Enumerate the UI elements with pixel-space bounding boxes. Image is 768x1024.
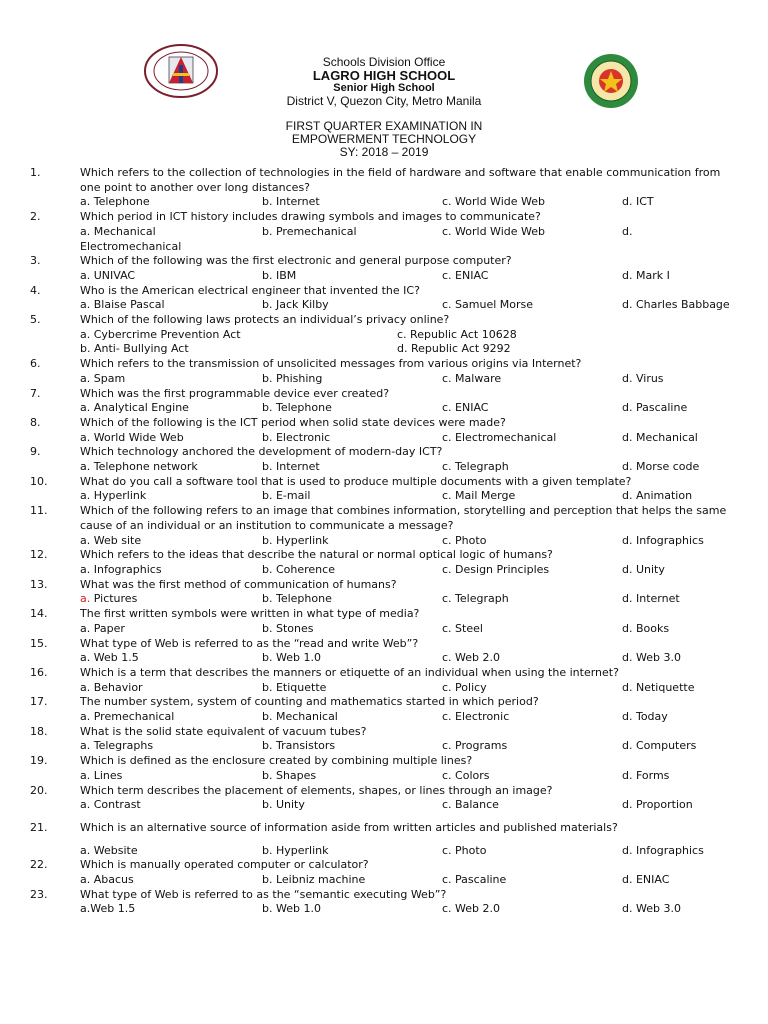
answer-option: c. Republic Act 10628 <box>397 327 517 341</box>
answer-option: b. Hyperlink <box>262 533 329 547</box>
answer-option: d. Pascaline <box>622 401 688 415</box>
answer-option: d. Web 3.0 <box>622 651 681 665</box>
question-text: Which is defined as the enclosure created by combining multiple lines? <box>80 754 473 768</box>
question-number: 1. <box>30 166 41 179</box>
answer-option: c. Malware <box>442 371 502 385</box>
question-item <box>30 754 742 783</box>
answer-option: b. Leibniz machine <box>262 873 366 887</box>
question-number: 2. <box>30 210 41 224</box>
question-text: Which of the following refers to an image that combines information, storytelling and perception that helps the same cause of an individual or an institution to communicate a message? <box>80 504 727 532</box>
answer-option: a. Web 1.5 <box>80 651 139 665</box>
answer-option: b. Telephone <box>262 592 332 606</box>
question-item <box>30 725 742 754</box>
answer-option: a. Web site <box>80 533 142 547</box>
answer-option: b. Etiquette <box>262 680 327 694</box>
answer-options <box>30 651 742 666</box>
question-item <box>30 666 742 695</box>
answer-option: a. Blaise Pascal <box>80 298 165 312</box>
question-number: 23. <box>30 887 48 901</box>
answer-option: d. Infographics <box>622 533 704 547</box>
answer-option: a. Infographics <box>80 562 162 576</box>
answer-option: c. Mail Merge <box>442 489 516 503</box>
answer-option: b. Telephone <box>262 401 332 415</box>
answer-option: c. Samuel Morse <box>442 298 534 312</box>
question-text: What do you call a software tool that is used to produce multiple documents with a given template? <box>80 474 632 488</box>
answer-option: b. Web 1.0 <box>262 651 321 665</box>
answer-option: a. Paper <box>80 621 125 635</box>
question-number: 16. <box>30 665 48 679</box>
question-text: Which refers to the ideas that describe the natural or normal optical logic of humans? <box>80 548 553 562</box>
answer-option: d. Infographics <box>622 843 704 857</box>
answer-option: b. Anti- Bullying Act <box>80 342 189 356</box>
answer-option: b. Internet <box>262 195 320 209</box>
answer-option: c. Telegraph <box>442 460 509 474</box>
answer-option: a. Premechanical <box>80 710 175 724</box>
answer-option: a. World Wide Web <box>80 430 184 444</box>
answer-option: a. Spam <box>80 371 126 385</box>
answer-option: d. Mechanical <box>622 430 698 444</box>
answer-option: d. Unity <box>622 562 665 576</box>
answer-option: c. ENIAC <box>442 268 489 282</box>
school-address: District V, Quezon City, Metro Manila <box>286 94 482 108</box>
answer-option: a. Cybercrime Prevention Act <box>80 327 241 341</box>
answer-option: d. Web 3.0 <box>622 902 681 916</box>
answer-option: c. ENIAC <box>442 401 489 415</box>
answer-option: a. Website <box>80 843 138 857</box>
answer-options <box>30 902 742 917</box>
answer-options <box>30 372 742 387</box>
answer-option: c. Electronic <box>442 710 510 724</box>
answer-options <box>30 298 742 313</box>
question-item <box>30 607 742 636</box>
answer-option: b. Mechanical <box>262 710 338 724</box>
answer-options <box>30 844 742 859</box>
answer-option: c. Web 2.0 <box>442 651 501 665</box>
question-item <box>30 210 742 254</box>
question-item <box>30 445 742 474</box>
answer-option: b. E-mail <box>262 489 311 503</box>
answer-options <box>30 622 742 637</box>
answer-option: c. Policy <box>442 680 487 694</box>
answer-option: b. Shapes <box>262 768 317 782</box>
answer-options <box>30 739 742 754</box>
answer-options <box>30 195 742 210</box>
school-year: SY: 2018 – 2019 <box>339 145 429 159</box>
question-text: Which period in ICT history includes drawing symbols and images to communicate? <box>80 210 541 224</box>
answer-option: c. Steel <box>442 621 483 635</box>
question-number: 20. <box>30 783 48 797</box>
question-text: What was the first method of communication of humans? <box>80 577 397 591</box>
question-item <box>30 313 742 357</box>
question-number: 7. <box>30 386 41 400</box>
question-item <box>30 784 742 813</box>
answer-option: b. Coherence <box>262 562 335 576</box>
answer-options <box>30 710 742 725</box>
question-number: 18. <box>30 724 48 738</box>
answer-option: b. Web 1.0 <box>262 902 321 916</box>
answer-option: d. Republic Act 9292 <box>397 342 511 356</box>
answer-option: b. IBM <box>262 268 297 282</box>
answer-option: b. Premechanical <box>262 224 357 238</box>
answer-option: b. Internet <box>262 460 320 474</box>
question-number: 15. <box>30 636 48 650</box>
answer-option: c. Photo <box>442 843 487 857</box>
answer-option: a.Web 1.5 <box>80 902 136 916</box>
question-number: 9. <box>30 445 41 459</box>
answer-option: d. <box>622 224 633 238</box>
question-item <box>30 387 742 416</box>
question-number: 14. <box>30 607 48 621</box>
question-text: Which term describes the placement of elements, shapes, or lines through an image? <box>80 783 553 797</box>
answer-options <box>30 431 742 446</box>
answer-option: a. Analytical Engine <box>80 401 189 415</box>
answer-options <box>30 489 742 504</box>
answer-option: b. Stones <box>262 621 314 635</box>
answer-option: d. Virus <box>622 371 664 385</box>
answer-options <box>30 769 742 784</box>
question-item <box>30 888 742 917</box>
answer-options <box>30 269 742 284</box>
answer-option: a. Lines <box>80 768 123 782</box>
answer-option: c. Electromechanical <box>442 430 557 444</box>
answer-options <box>30 534 742 549</box>
question-text: Which is an alternative source of information aside from written articles and published materials? <box>80 820 618 834</box>
answer-option: d. Mark I <box>622 268 670 282</box>
school-seal <box>583 53 639 109</box>
answer-option: c. Photo <box>442 533 487 547</box>
answer-options <box>30 563 742 578</box>
answer-option: a. Mechanical <box>80 224 156 238</box>
answer-option: b. Hyperlink <box>262 843 329 857</box>
answer-option: c. Programs <box>442 739 508 753</box>
answer-option: a. Telephone <box>80 195 150 209</box>
answer-option: c. Pascaline <box>442 873 507 887</box>
question-text: Which of the following laws protects an individual’s privacy online? <box>80 313 450 327</box>
answer-options <box>30 681 742 696</box>
answer-option: a. Hyperlink <box>80 489 147 503</box>
answer-option: a. Abacus <box>80 873 134 887</box>
question-number: 13. <box>30 577 48 591</box>
question-item <box>30 695 742 724</box>
question-number: 3. <box>30 254 41 268</box>
question-number: 6. <box>30 357 41 371</box>
question-text: Which of the following was the first electronic and general purpose computer? <box>80 254 512 268</box>
question-item <box>30 578 742 607</box>
answer-option: d. Morse code <box>622 460 700 474</box>
division-office-name: Schools Division Office <box>322 55 446 69</box>
answer-option: d. ICT <box>622 195 654 209</box>
answer-option: c. Balance <box>442 798 499 812</box>
answer-option: b. Unity <box>262 798 305 812</box>
answer-option: d. Today <box>622 710 668 724</box>
answer-option: b. Transistors <box>262 739 336 753</box>
question-number: 21. <box>30 820 48 834</box>
question-text: Which refers to the collection of technologies in the field of hardware and software that enable communication from one point to another over long distances? <box>80 166 721 194</box>
answer-option: c. Design Principles <box>442 562 550 576</box>
question-item <box>30 357 742 386</box>
question-text: Which refers to the transmission of unsolicited messages from various origins via Internet? <box>80 357 582 371</box>
spacer <box>30 836 742 844</box>
question-item <box>30 548 742 577</box>
question-item <box>30 821 742 858</box>
answer-option: a. Telegraphs <box>80 739 154 753</box>
exam-subject: EMPOWERMENT TECHNOLOGY <box>291 132 477 146</box>
question-list <box>30 166 742 917</box>
question-number: 5. <box>30 313 41 327</box>
answer-option: d. Forms <box>622 768 670 782</box>
answer-option: b. Phishing <box>262 371 323 385</box>
answer-option: b. Electronic <box>262 430 331 444</box>
question-item <box>30 858 742 887</box>
answer-option-continuation: Electromechanical <box>80 239 182 253</box>
answer-options <box>30 401 742 416</box>
exam-title: FIRST QUARTER EXAMINATION IN <box>285 119 483 133</box>
question-text: Which was the first programmable device ever created? <box>80 386 390 400</box>
question-text: What type of Web is referred to as the “read and write Web”? <box>80 636 419 650</box>
question-text: The number system, system of counting and mathematics started in which period? <box>80 695 539 709</box>
answer-option: c. Telegraph <box>442 592 509 606</box>
answer-option: d. ENIAC <box>622 873 670 887</box>
question-text: What type of Web is referred to as the “semantic executing Web”? <box>80 887 447 901</box>
question-text: Which is a term that describes the manners or etiquette of an individual when using the internet? <box>80 665 619 679</box>
spacer <box>30 813 742 821</box>
question-number: 8. <box>30 415 41 429</box>
question-number: 22. <box>30 858 48 872</box>
question-item <box>30 416 742 445</box>
answer-option: d. Proportion <box>622 798 693 812</box>
answer-option: a. UNIVAC <box>80 268 136 282</box>
question-text: Which is manually operated computer or calculator? <box>80 858 369 872</box>
answer-options <box>30 592 742 607</box>
answer-option: d. Charles Babbage <box>622 298 730 312</box>
answer-options <box>30 798 742 813</box>
question-item <box>30 166 742 210</box>
answer-option: b. Jack Kilby <box>262 298 329 312</box>
answer-option <box>80 592 262 607</box>
question-item <box>30 284 742 313</box>
answer-option: d. Internet <box>622 592 680 606</box>
answer-option: c. World Wide Web <box>442 195 545 209</box>
answer-option-text: Pictures <box>90 592 138 606</box>
answer-option: d. Netiquette <box>622 680 695 694</box>
question-text: Which of the following is the ICT period when solid state devices were made? <box>80 415 506 429</box>
question-number: 10. <box>30 474 48 488</box>
answer-option: c. Web 2.0 <box>442 902 501 916</box>
question-text: What is the solid state equivalent of vacuum tubes? <box>80 724 367 738</box>
question-item <box>30 637 742 666</box>
answer-option: a. Telephone network <box>80 460 198 474</box>
answer-option: c. World Wide Web <box>442 224 545 238</box>
answer-key-marker: a. <box>80 592 91 606</box>
question-text: Who is the American electrical engineer that invented the IC? <box>80 283 420 297</box>
school-level: Senior High School <box>333 82 435 94</box>
school-name: LAGRO HIGH SCHOOL <box>312 68 456 83</box>
answer-options <box>30 460 742 475</box>
question-number: 17. <box>30 695 48 709</box>
question-number: 12. <box>30 548 48 562</box>
question-number: 11. <box>30 504 48 518</box>
answer-options <box>30 328 742 357</box>
answer-options <box>30 225 742 240</box>
answer-option: d. Books <box>622 621 670 635</box>
question-item <box>30 254 742 283</box>
question-number: 19. <box>30 754 48 768</box>
question-item <box>30 504 742 548</box>
answer-options <box>30 873 742 888</box>
question-text: The first written symbols were written in what type of media? <box>80 607 420 621</box>
answer-option: c. Colors <box>442 768 490 782</box>
exam-header <box>0 0 768 160</box>
answer-option: a. Behavior <box>80 680 143 694</box>
question-text: Which technology anchored the development of modern-day ICT? <box>80 445 443 459</box>
question-number: 4. <box>30 283 41 297</box>
answer-option: d. Computers <box>622 739 697 753</box>
question-item <box>30 475 742 504</box>
answer-option: a. Contrast <box>80 798 141 812</box>
answer-option: d. Animation <box>622 489 693 503</box>
